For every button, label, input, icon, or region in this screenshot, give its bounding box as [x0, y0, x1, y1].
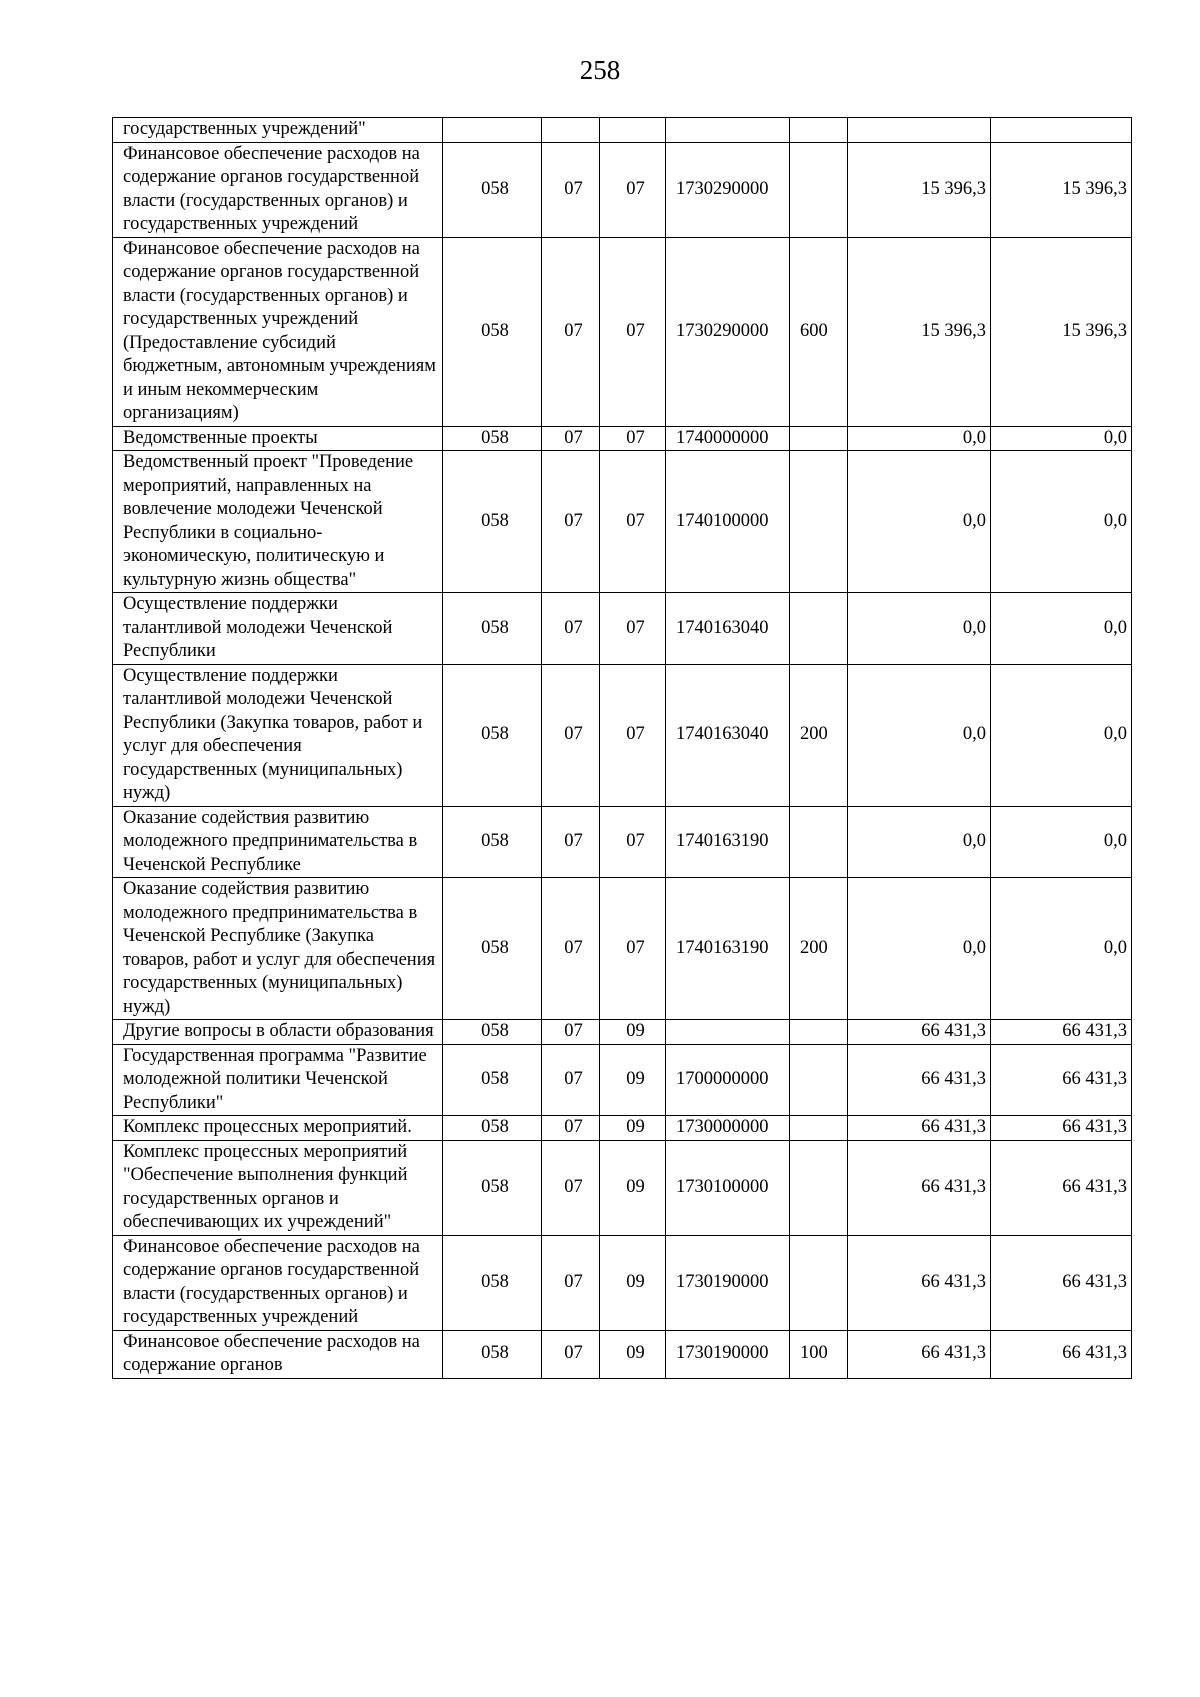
section-code-cell: 07 [542, 1140, 600, 1235]
amount-year1-cell: 66 431,3 [848, 1044, 991, 1116]
expense-name-cell: Финансовое обеспечение расходов на содержание органов государственной власти (государственных органов) и государственных учреждений (Предоставление субсидий бюджетным, автономным учреждениям и иным некоммерческим организациям) [113, 237, 443, 426]
table-row [113, 1235, 1132, 1330]
subsection-code-cell: 09 [600, 1235, 666, 1330]
subsection-code-cell: 09 [600, 1140, 666, 1235]
table-row [113, 451, 1132, 593]
amount-year2-cell: 0,0 [991, 593, 1132, 665]
table-row [113, 142, 1132, 237]
subsection-code-cell: 09 [600, 1116, 666, 1141]
subsection-code-cell: 09 [600, 1044, 666, 1116]
page-number: 258 [579, 55, 621, 85]
subsection-code-cell: 09 [600, 1330, 666, 1378]
subsection-code-cell: 09 [600, 1020, 666, 1045]
table-row [113, 1140, 1132, 1235]
target-article-cell: 1740163040 [666, 664, 790, 806]
amount-year1-cell: 66 431,3 [848, 1020, 991, 1045]
section-code-cell: 07 [542, 1235, 600, 1330]
expense-name-cell: Комплекс процессных мероприятий. [113, 1116, 443, 1141]
target-article-cell: 1740163190 [666, 878, 790, 1020]
target-article-cell [666, 1020, 790, 1045]
grbs-code-cell: 058 [443, 1330, 542, 1378]
expense-type-cell [790, 1140, 848, 1235]
target-article-cell: 1730290000 [666, 237, 790, 426]
section-code-cell: 07 [542, 142, 600, 237]
expense-name-cell: Ведомственные проекты [113, 426, 443, 451]
amount-year2-cell: 66 431,3 [991, 1140, 1132, 1235]
subsection-code-cell: 07 [600, 451, 666, 593]
section-code-cell: 07 [542, 426, 600, 451]
subsection-code-cell: 07 [600, 664, 666, 806]
amount-year1-cell: 0,0 [848, 878, 991, 1020]
amount-year1-cell: 66 431,3 [848, 1140, 991, 1235]
expense-type-cell [790, 1235, 848, 1330]
expense-type-cell: 200 [790, 664, 848, 806]
section-code-cell: 07 [542, 1116, 600, 1141]
grbs-code-cell: 058 [443, 593, 542, 665]
subsection-code-cell: 07 [600, 806, 666, 878]
expense-type-cell [790, 1020, 848, 1045]
grbs-code-cell: 058 [443, 878, 542, 1020]
amount-year1-cell: 0,0 [848, 593, 991, 665]
grbs-code-cell: 058 [443, 1235, 542, 1330]
grbs-code-cell: 058 [443, 426, 542, 451]
expense-type-cell [790, 142, 848, 237]
table-row [113, 237, 1132, 426]
amount-year2-cell: 15 396,3 [991, 237, 1132, 426]
expense-type-cell [790, 451, 848, 593]
table-row [113, 426, 1132, 451]
target-article-cell: 1730000000 [666, 1116, 790, 1141]
expense-type-cell [790, 1116, 848, 1141]
budget-table [112, 117, 1132, 1379]
expense-type-cell [790, 806, 848, 878]
amount-year2-cell: 15 396,3 [991, 142, 1132, 237]
grbs-code-cell: 058 [443, 142, 542, 237]
section-code-cell: 07 [542, 451, 600, 593]
expense-name-cell: Финансовое обеспечение расходов на содержание органов государственной власти (государственных органов) и государственных учреждений [113, 142, 443, 237]
expense-type-cell [790, 1044, 848, 1116]
target-article-cell: 1740163040 [666, 593, 790, 665]
expense-type-cell: 600 [790, 237, 848, 426]
amount-year2-cell [991, 118, 1132, 143]
target-article-cell: 1730190000 [666, 1235, 790, 1330]
target-article-cell: 1740100000 [666, 451, 790, 593]
amount-year2-cell: 66 431,3 [991, 1330, 1132, 1378]
amount-year2-cell: 66 431,3 [991, 1044, 1132, 1116]
table-row [113, 664, 1132, 806]
table-row [113, 1044, 1132, 1116]
target-article-cell: 1700000000 [666, 1044, 790, 1116]
expense-type-cell [790, 593, 848, 665]
subsection-code-cell: 07 [600, 426, 666, 451]
table-row [113, 1116, 1132, 1141]
section-code-cell: 07 [542, 878, 600, 1020]
table-row [113, 593, 1132, 665]
subsection-code-cell: 07 [600, 878, 666, 1020]
subsection-code-cell: 07 [600, 237, 666, 426]
grbs-code-cell: 058 [443, 664, 542, 806]
expense-name-cell: Оказание содействия развитию молодежного предпринимательства в Чеченской Республике [113, 806, 443, 878]
expense-type-cell: 100 [790, 1330, 848, 1378]
section-code-cell: 07 [542, 1044, 600, 1116]
amount-year2-cell: 0,0 [991, 806, 1132, 878]
grbs-code-cell: 058 [443, 1044, 542, 1116]
amount-year1-cell: 66 431,3 [848, 1330, 991, 1378]
amount-year1-cell: 15 396,3 [848, 142, 991, 237]
amount-year1-cell: 15 396,3 [848, 237, 991, 426]
section-code-cell: 07 [542, 1020, 600, 1045]
section-code-cell [542, 118, 600, 143]
section-code-cell: 07 [542, 806, 600, 878]
expense-name-cell: Другие вопросы в области образования [113, 1020, 443, 1045]
table-row [113, 878, 1132, 1020]
amount-year1-cell: 66 431,3 [848, 1116, 991, 1141]
subsection-code-cell: 07 [600, 142, 666, 237]
amount-year2-cell: 66 431,3 [991, 1020, 1132, 1045]
target-article-cell: 1730290000 [666, 142, 790, 237]
amount-year2-cell: 0,0 [991, 451, 1132, 593]
section-code-cell: 07 [542, 237, 600, 426]
amount-year2-cell: 66 431,3 [991, 1235, 1132, 1330]
subsection-code-cell: 07 [600, 593, 666, 665]
expense-name-cell: Ведомственный проект "Проведение мероприятий, направленных на вовлечение молодежи Чеченской Республики в социально-экономическую, политическую и культурную жизнь общества" [113, 451, 443, 593]
target-article-cell: 1730190000 [666, 1330, 790, 1378]
section-code-cell: 07 [542, 593, 600, 665]
table-row [113, 806, 1132, 878]
table-row [113, 1330, 1132, 1378]
expense-name-cell: государственных учреждений" [113, 118, 443, 143]
table-body [113, 118, 1132, 1379]
expense-name-cell: Комплекс процессных мероприятий "Обеспечение выполнения функций государственных органов и обеспечивающих их учреждений" [113, 1140, 443, 1235]
table-row [113, 1020, 1132, 1045]
amount-year2-cell: 0,0 [991, 426, 1132, 451]
section-code-cell: 07 [542, 1330, 600, 1378]
amount-year2-cell: 0,0 [991, 664, 1132, 806]
grbs-code-cell: 058 [443, 1116, 542, 1141]
amount-year1-cell: 0,0 [848, 664, 991, 806]
expense-name-cell: Финансовое обеспечение расходов на содержание органов государственной власти (государственных органов) и государственных учреждений [113, 1235, 443, 1330]
expense-name-cell: Финансовое обеспечение расходов на содержание органов [113, 1330, 443, 1378]
amount-year1-cell [848, 118, 991, 143]
grbs-code-cell [443, 118, 542, 143]
amount-year1-cell: 0,0 [848, 806, 991, 878]
grbs-code-cell: 058 [443, 237, 542, 426]
target-article-cell: 1740163190 [666, 806, 790, 878]
grbs-code-cell: 058 [443, 1020, 542, 1045]
expense-name-cell: Осуществление поддержки талантливой молодежи Чеченской Республики (Закупка товаров, работ и услуг для обеспечения государственных (муниципальных) нужд) [113, 664, 443, 806]
expense-type-cell [790, 118, 848, 143]
expense-type-cell [790, 426, 848, 451]
amount-year1-cell: 0,0 [848, 426, 991, 451]
subsection-code-cell [600, 118, 666, 143]
expense-name-cell: Осуществление поддержки талантливой молодежи Чеченской Республики [113, 593, 443, 665]
target-article-cell [666, 118, 790, 143]
table-row [113, 118, 1132, 143]
amount-year1-cell: 0,0 [848, 451, 991, 593]
section-code-cell: 07 [542, 664, 600, 806]
grbs-code-cell: 058 [443, 806, 542, 878]
expense-name-cell: Государственная программа "Развитие молодежной политики Чеченской Республики" [113, 1044, 443, 1116]
grbs-code-cell: 058 [443, 451, 542, 593]
amount-year2-cell: 66 431,3 [991, 1116, 1132, 1141]
amount-year1-cell: 66 431,3 [848, 1235, 991, 1330]
target-article-cell: 1740000000 [666, 426, 790, 451]
amount-year2-cell: 0,0 [991, 878, 1132, 1020]
grbs-code-cell: 058 [443, 1140, 542, 1235]
expense-name-cell: Оказание содействия развитию молодежного предпринимательства в Чеченской Республике (Закупка товаров, работ и услуг для обеспечения государственных (муниципальных) нужд) [113, 878, 443, 1020]
expense-type-cell: 200 [790, 878, 848, 1020]
target-article-cell: 1730100000 [666, 1140, 790, 1235]
